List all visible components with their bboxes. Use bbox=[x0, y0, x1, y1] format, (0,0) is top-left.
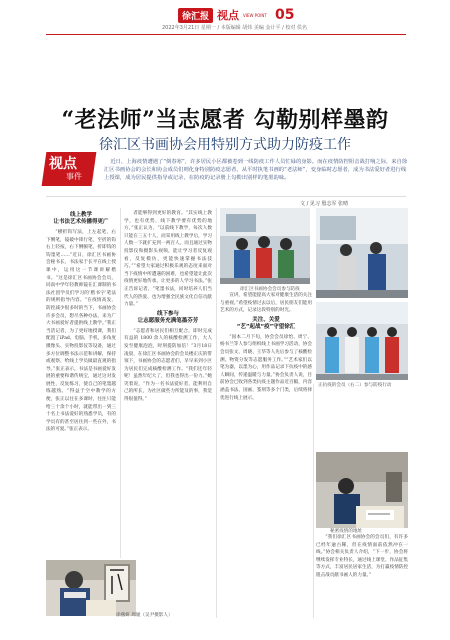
column-3-body-b: “国本二月下旬，协会会员徐怡、周宁、杨书兰等人参与组织线上书画学习活动，协会会员张文、周晓、王华等人先后参与了核酸检测、物资分发等志愿服务工作。”“艺术家们以笔为器，以墨为心，用作品记录下抗疫中的感人瞬间，传递温暖与力量。”协会负责人说，目前协会已收到各类抗疫主题作品近百幅，内容涵盖书法、国画、篆刻等多个门类，后续将择优进行线上展示。 bbox=[220, 334, 312, 401]
photo-outdoor-volunteers bbox=[316, 208, 408, 298]
photo-testing-caption: 正抗疫的会员（右二）参与防疫行动 bbox=[318, 383, 392, 388]
page-number: 05 bbox=[275, 7, 295, 23]
photo-registration-image bbox=[316, 452, 408, 528]
masthead bbox=[0, 0, 450, 44]
column-divider-2 bbox=[216, 208, 217, 618]
photo-volunteers-caption: 徐汇区书画协会会员参与防疫 bbox=[240, 287, 300, 292]
newspaper-logo: 徐汇报 bbox=[178, 8, 213, 23]
stamp-text-small: 事件 bbox=[66, 172, 82, 181]
photo-calligraphy-caption: 徐燕妍 周媛（吴尹摄影人） bbox=[116, 613, 173, 618]
section-english: VIEW POINT bbox=[243, 12, 267, 18]
section-title: 视点 bbox=[217, 9, 240, 22]
photo-registration-desk bbox=[316, 452, 408, 528]
column-3-body: 宣讲，希望能提高大家对健康生活的关注与重视。”希望疫情过去以后，居民朋友们能用艺术的方式，记录这段特别的时光。 bbox=[220, 293, 312, 314]
photo-nucleic-testing bbox=[316, 302, 408, 380]
article-headline: “老法师”当志愿者 勾勒别样墨韵 bbox=[61, 107, 389, 133]
dateline: 2022年3月21日 星期一 / 本版编辑 胡炜 美编 金计平 / 校对 佚名 bbox=[162, 25, 307, 31]
byline: 文 / 见习 殷志军 张晴 bbox=[300, 201, 349, 207]
article-subhead: 徐汇区书画协会用特别方式助力防疫工作 bbox=[99, 137, 351, 153]
separator bbox=[46, 196, 406, 197]
column-4 bbox=[316, 534, 408, 618]
stamp-text-large: 视点 bbox=[49, 156, 77, 172]
column-1-body: “横折钩写法，上左起笔，右下侧笔，镜破中锋行笔，至折的钩右上轻按，右下侧顿笔，折即钩的钩墨笔……”近日，徐汇区书画协会秘书长、书法家于长平在线上授课中，运用这一节课讲解楷书。“这是徐汇区书画协会会员，同南中学年轻教师镜在汇课制的书法社团学员们学习的‘楷书字’笔法的规则指导内容。“在疫情高发，防控减少很多时的当下，书画协会许多会员，想尽各种办法，来为广大书画爱好者提供线上教学。”我正当活记者，为了更好地授课，我们配置了iPad、电脑、手机，多角度摄像头、实物投影仪等设备，通过多方位调整书法示范和讲解，保持或观察、给线上学员做最直观的指导。”张正表示，书法是书画爱好发展的重要和谐传统宝，通过这对发展性，反复练习，使自己的笔墨越练越熟。“得益于空中教学的方便，张正以往在多课时，往往只能给三十余个小时，就能带出一到三十名上书法爱好的熟悉学员，有的学员有的甚至居住到一些在外，书法的可爱。”张正表示。 bbox=[46, 230, 116, 433]
column-2 bbox=[124, 210, 212, 570]
photo-testing-image bbox=[316, 302, 408, 380]
photo-calligraphy-image bbox=[46, 560, 136, 616]
column-divider-3 bbox=[313, 384, 314, 618]
column-2-body-b: “志愿者和居民们相互配合，即时完成有益的 1800 余人的核酸检测工作，大人发至健康泡泡，时刻提防加倍！”3月18日凌晨，在徐汇区书画协会的会员楼正庆的带领下，书画协会的志愿者们，早早来到小区为居民们完成核酸检测工作。“我们还年轻呢！虽然年纪大了，但我也得出一份力。”她笑着说，“作为一名书法爱好者，能利用自己的所长，为社区做些力所能及的事，我觉得很值得。” bbox=[124, 328, 212, 403]
column-divider-1 bbox=[120, 208, 121, 558]
column-2-subheading: 线下参与 让志愿服务充满笔墨芬芳 bbox=[137, 310, 199, 324]
masthead-rule bbox=[46, 34, 406, 35]
photo-volunteers-image bbox=[220, 208, 310, 284]
lead-paragraph: 近日，上海疫情遭遇了“倒春寒”，许多居民小区都被卷到一线防疫工作人员忙碌的身影。而在疫情防控阻击战打响之际，来自徐汇区书画协会的会长和协会成员们则化身特别防疫志愿者，从平时执笔书画的“老法师”，变身临时志愿者，成为书法爱好者进行线上授课，成为居民提供指导或记录，在防疫的记录册上勾勒出别样的笔墨韵味。 bbox=[104, 159, 408, 181]
photo-outdoor-image bbox=[316, 208, 408, 298]
photo-calligraphy-volunteer bbox=[46, 560, 136, 616]
photo-registration-caption: 秘密疫情的地址 bbox=[330, 529, 363, 534]
brand bbox=[178, 7, 295, 23]
section-stamp bbox=[44, 152, 94, 186]
column-2-body: 者能够得到更好的教育。“其实线上教学，也有优势，线下教学要有优势的地方，”张正认为，“以前线下教学，每次人数只能在三五十人，而采用线上教学后，学习人数一下就扩充到一两百人，而且通过实物投影仪和摄影头视频，能让学习者反复观看，反复模仿，更能快速掌握书法技巧。”“希望大家通过积极乐观的态度来面对当下疫情中所遭遇的困难，也希望能让此次疫情更好地传承，让更多的人学习书法。”张正告诉记者，“笔墨书法，同时培养人们当代人的热爱、也为增强全民族文化自信贡献力量。” bbox=[124, 211, 212, 308]
column-4-body: “我们徐汇区书画协会的会员们，有许多已经年逾古稀，但在疫情面前依然冲在一线。”协会相关负责人介绍，“下一步，协会将继续发挥专业特长，通过线上课堂、作品征集等方式，丰富居民居家生活，为打赢疫情防控阻击战贡献书画人的力量。” bbox=[316, 535, 408, 578]
column-1-subheading: 线上教学 让书法艺术传播得更广 bbox=[53, 212, 109, 225]
photo-volunteers-group bbox=[220, 208, 310, 284]
column-1 bbox=[46, 210, 116, 556]
column-3 bbox=[220, 292, 312, 582]
column-3-subheading: 关注、关爱 “艺”起战“疫”守望徐汇 bbox=[236, 316, 296, 330]
